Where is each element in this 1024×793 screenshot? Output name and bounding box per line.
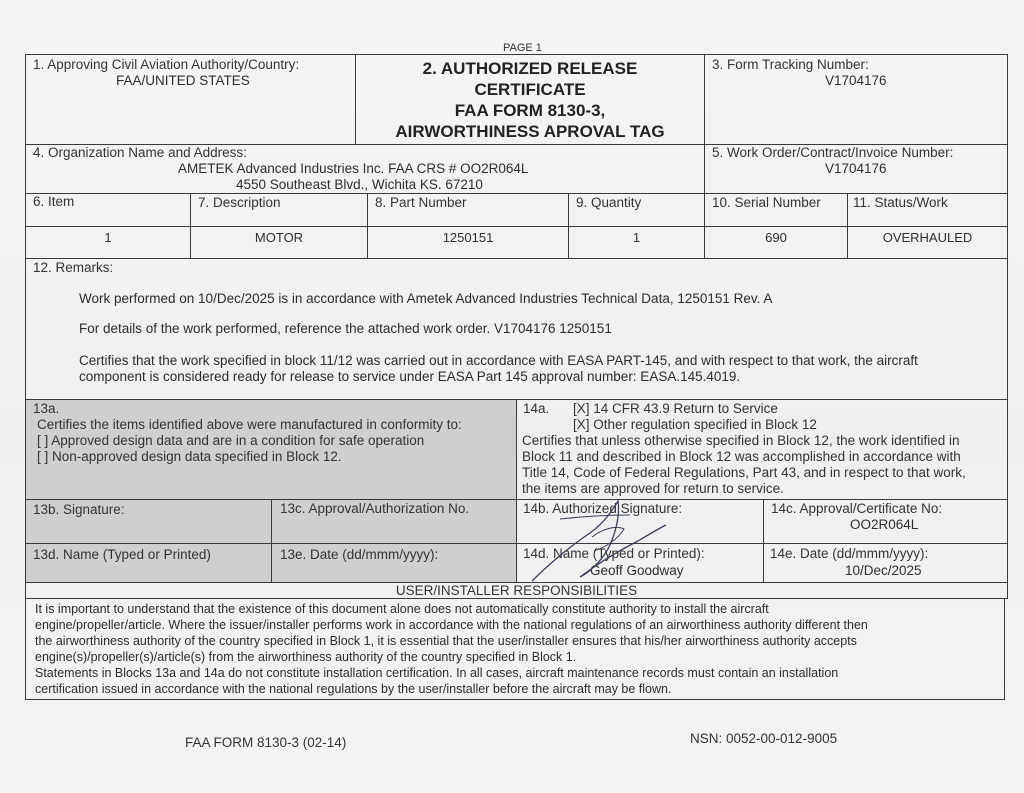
responsibilities-line-1: It is important to understand that the existence of this document alone does not automatically constitute authority to install the aircraft — [35, 602, 769, 616]
header-description — [190, 193, 368, 227]
responsibilities-line-5: Statements in Blocks 13a and 14a do not constitute installation certification. In all cases, aircraft maintenance records must contain an installation — [35, 666, 839, 680]
block3 — [704, 54, 1008, 145]
block13d-label: 13d. Name (Typed or Printed) — [33, 547, 211, 562]
cell-serial-number-value: 690 — [765, 230, 787, 245]
block14c — [763, 499, 1008, 544]
header-description-label: 7. Description — [198, 195, 281, 210]
responsibilities-line-6: certification issued in accordance with the national regulations by the user/installer before the aircraft may be flown. — [35, 682, 672, 696]
header-quantity — [568, 193, 705, 227]
block12-label: 12. Remarks: — [33, 260, 114, 275]
header-status-work — [847, 193, 1008, 227]
header-serial-number — [704, 193, 848, 227]
header-quantity-label: 9. Quantity — [576, 195, 642, 210]
title-line-1: 2. AUTHORIZED RELEASE — [422, 59, 638, 78]
cell-status-work — [847, 226, 1008, 259]
block1-label: 1. Approving Civil Aviation Authority/Country: — [33, 57, 300, 72]
page-label: PAGE 1 — [503, 42, 542, 54]
block13a-label: 13a. — [33, 401, 60, 416]
block12-remarks — [25, 258, 1008, 400]
block13a — [25, 399, 517, 500]
block14a-option-other-regulation: [X] Other regulation specified in Block 12 — [573, 417, 817, 432]
cell-item-value: 1 — [104, 230, 112, 245]
block13c — [271, 499, 517, 544]
title-line-2: CERTIFICATE — [474, 80, 586, 99]
cell-quantity — [568, 226, 705, 259]
block4-line1: AMETEK Advanced Industries Inc. FAA CRS # OO2R064L — [178, 161, 529, 176]
block13d — [25, 543, 272, 583]
block5-value: V1704176 — [825, 161, 887, 176]
block14a-text-4: the items are approved for return to service. — [522, 481, 784, 496]
remark-line-2: For details of the work performed, reference the attached work order. V1704176 1250151 — [79, 321, 612, 336]
block13b-label: 13b. Signature: — [33, 502, 125, 517]
block1 — [25, 54, 356, 145]
block14e-label: 14e. Date (dd/mmm/yyyy): — [770, 546, 929, 561]
block14b-label: 14b. Authorized Signature: — [523, 501, 683, 516]
block14e — [763, 543, 1008, 583]
cell-status-work-value: OVERHAULED — [882, 230, 973, 245]
responsibilities-title: USER/INSTALLER RESPONSIBILITIES — [395, 583, 638, 598]
responsibilities-line-3: the airworthiness authority of the country specified in Block 1, it is essential that the user/installer ensures that his/her airworthiness authority accepts — [35, 634, 857, 648]
header-item — [25, 193, 191, 227]
block13b — [25, 499, 272, 544]
block14e-value: 10/Dec/2025 — [845, 563, 922, 578]
block14a — [516, 399, 1008, 500]
block14a-text-1: Certifies that unless otherwise specified in Block 12, the work identified in — [522, 433, 960, 448]
block4-label: 4. Organization Name and Address: — [33, 145, 247, 160]
cell-description — [190, 226, 368, 259]
block14a-text-2: Block 11 and described in Block 12 was accomplished in accordance with — [522, 449, 961, 464]
authorized-signature-mark — [520, 493, 670, 589]
block4-line2: 4550 Southeast Blvd., Wichita KS. 67210 — [236, 177, 483, 192]
block14a-text-3: Title 14, Code of Federal Regulations, Part 43, and in respect to that work, — [522, 465, 966, 480]
cell-part-number — [367, 226, 569, 259]
header-part-number-label: 8. Part Number — [375, 195, 467, 210]
block5-label: 5. Work Order/Contract/Invoice Number: — [712, 145, 954, 160]
block13c-label: 13c. Approval/Authorization No. — [280, 501, 470, 516]
block13e — [271, 543, 517, 583]
block13a-line1: Certifies the items identified above were manufactured in conformity to: — [37, 417, 462, 432]
block2-title — [355, 54, 705, 145]
block13a-option-approved: [ ] Approved design data and are in a condition for safe operation — [37, 433, 425, 448]
block14c-label: 14c. Approval/Certificate No: — [771, 501, 943, 516]
responsibilities-body — [25, 598, 1005, 700]
title-line-3: FAA FORM 8130-3, — [454, 101, 606, 120]
header-serial-number-label: 10. Serial Number — [712, 195, 821, 210]
remark-line-3a: Certifies that the work specified in block 11/12 was carried out in accordance with EASA PART-145, and with respect to that work, the aircraft — [79, 353, 918, 368]
block5 — [704, 144, 1008, 194]
cell-quantity-value: 1 — [632, 230, 641, 245]
footer-nsn: NSN: 0052-00-012-9005 — [690, 731, 838, 746]
responsibilities-heading — [25, 582, 1008, 599]
cell-description-value: MOTOR — [254, 230, 304, 245]
remark-line-3b: component is considered ready for release to service under EASA Part 145 approval number: EASA.145.4019. — [79, 369, 741, 384]
remark-line-1: Work performed on 10/Dec/2025 is in accordance with Ametek Advanced Industries Technical Data, 1250151 Rev. A — [79, 291, 773, 306]
block14a-label: 14a. — [523, 401, 550, 416]
title-line-4: AIRWORTHINESS APROVAL TAG — [395, 122, 665, 141]
cell-serial-number — [704, 226, 848, 259]
cell-item — [25, 226, 191, 259]
block13a-option-non-approved: [ ] Non-approved design data specified in Block 12. — [37, 449, 342, 464]
block3-value: V1704176 — [825, 73, 887, 88]
footer-form-number: FAA FORM 8130-3 (02-14) — [185, 735, 347, 750]
block3-label: 3. Form Tracking Number: — [712, 57, 869, 72]
cell-part-number-value: 1250151 — [442, 230, 494, 245]
responsibilities-line-2: engine/propeller/article. Where the issuer/installer performs work in accordance with the national regulations of an airworthiness authority different then — [35, 618, 868, 632]
header-status-work-label: 11. Status/Work — [853, 195, 948, 210]
block4 — [25, 144, 705, 194]
block14c-value: OO2R064L — [850, 517, 919, 532]
header-part-number — [367, 193, 569, 227]
header-item-label: 6. Item — [33, 194, 75, 209]
responsibilities-line-4: engine(s)/propeller(s)/article(s) from the airworthiness authority of the country specified in Block 1. — [35, 650, 577, 664]
block14d-value: Geoff Goodway — [590, 563, 684, 578]
block1-value: FAA/UNITED STATES — [116, 73, 250, 88]
block14a-option-return-to-service: [X] 14 CFR 43.9 Return to Service — [573, 401, 778, 416]
block13e-label: 13e. Date (dd/mmm/yyyy): — [280, 547, 439, 562]
block14d-label: 14d. Name (Typed or Printed): — [523, 546, 705, 561]
